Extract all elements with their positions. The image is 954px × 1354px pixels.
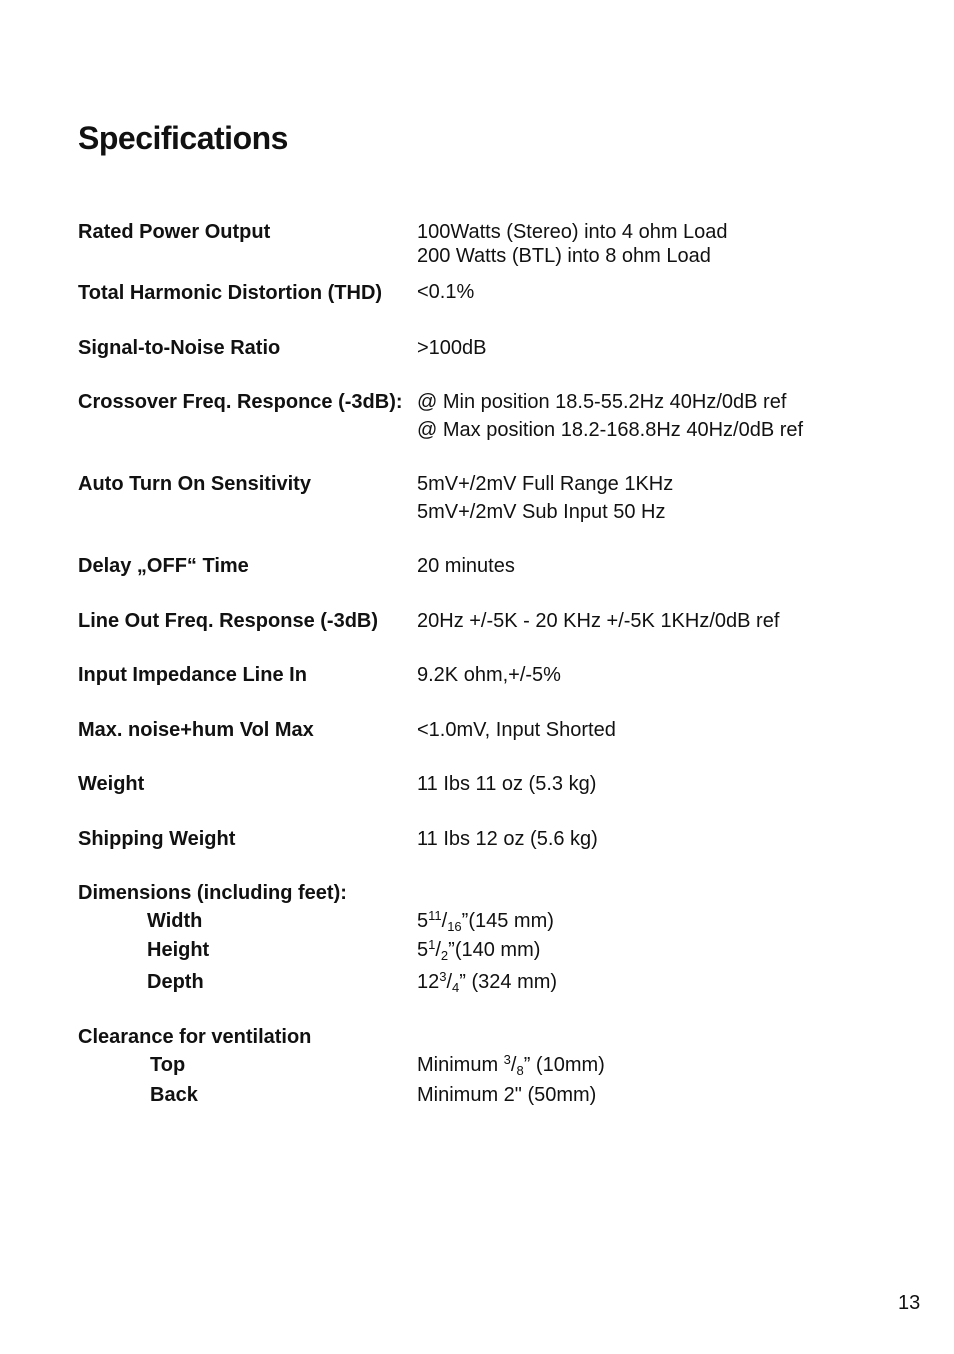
page-title: Specifications	[78, 120, 288, 156]
dimensions-label: Dimensions (including feet):	[78, 882, 347, 904]
weight-value: 11 Ibs 11 oz (5.3 kg)	[417, 773, 597, 795]
crossover-label: Crossover Freq. Responce (-3dB):	[78, 391, 403, 413]
noise-hum-label: Max. noise+hum Vol Max	[78, 719, 314, 741]
clearance-top-label: Top	[150, 1054, 186, 1076]
dimension-height-label: Height	[147, 939, 210, 961]
noise-hum-value: <1.0mV, Input Shorted	[417, 719, 616, 741]
width-numerator: 11	[428, 908, 442, 923]
depth-numerator: 3	[439, 969, 447, 984]
height-numerator: 1	[428, 937, 436, 952]
clearance-top-rest: ” (10mm)	[523, 1054, 605, 1076]
dimension-depth-value: $12^3/_4$” (324 mm)	[417, 969, 558, 995]
crossover-value-max: @ Max position 18.2-168.8Hz 40Hz/0dB ref	[417, 419, 804, 441]
thd-label: Total Harmonic Distortion (THD)	[78, 282, 383, 304]
rated-power-value-btl: 200 Watts (BTL) into 8 ohm Load	[417, 245, 711, 267]
crossover-value-min: @ Min position 18.5-55.2Hz 40Hz/0dB ref	[417, 391, 787, 413]
auto-turn-on-label: Auto Turn On Sensitivity	[78, 473, 311, 495]
width-denominator: 16	[447, 919, 462, 934]
auto-turn-on-value-sub: 5mV+/2mV Sub Input 50 Hz	[417, 501, 666, 523]
clearance-back-label: Back	[150, 1084, 198, 1106]
clearance-top-numerator: 3	[503, 1052, 511, 1067]
snr-label: Signal-to-Noise Ratio	[78, 337, 281, 359]
height-whole: 5	[417, 939, 429, 961]
input-impedance-value: 9.2K ohm,+/-5%	[417, 664, 561, 686]
dimension-width-value: $5^{11}/_{16}”(145$ mm)	[417, 908, 554, 934]
clearance-label: Clearance for ventilation	[78, 1026, 312, 1048]
clearance-back-value: Minimum 2" (50mm)	[417, 1084, 597, 1106]
auto-turn-on-value-full: 5mV+/2mV Full Range 1KHz	[417, 473, 674, 495]
depth-denominator: 4	[452, 980, 460, 995]
delay-off-value: 20 minutes	[417, 555, 515, 577]
snr-value: >100dB	[417, 337, 487, 359]
clearance-top-value: Minimum $^3/_8$” (10mm)	[417, 1052, 605, 1078]
thd-value: <0.1%	[417, 281, 475, 303]
rated-power-value-stereo: 100Watts (Stereo) into 4 ohm Load	[417, 221, 728, 243]
dimension-height-value: $5^1/_2”(140$ mm)	[417, 937, 541, 963]
width-rest: ”(145 mm)	[461, 910, 554, 932]
height-denominator: 2	[440, 948, 449, 963]
shipping-weight-value: 11 Ibs 12 oz (5.6 kg)	[417, 828, 598, 850]
rated-power-label: Rated Power Output	[78, 221, 271, 243]
height-rest: ”(140 mm)	[448, 939, 541, 961]
dimension-depth-label: Depth	[147, 971, 204, 993]
input-impedance-label: Input Impedance Line In	[78, 664, 307, 686]
weight-label: Weight	[78, 773, 145, 795]
delay-off-label: Delay „OFF“ Time	[78, 555, 249, 577]
line-out-value: 20Hz +/-5K - 20 KHz +/-5K 1KHz/0dB ref	[417, 610, 780, 632]
shipping-weight-label: Shipping Weight	[78, 828, 236, 850]
dimension-width-label: Width	[147, 910, 203, 932]
depth-whole: 12	[417, 971, 440, 993]
depth-rest: ” (324 mm)	[459, 971, 558, 993]
clearance-top-prefix: Minimum	[417, 1054, 504, 1076]
width-whole: 5	[417, 910, 429, 932]
page-number: 13	[898, 1292, 921, 1314]
line-out-label: Line Out Freq. Response (-3dB)	[78, 610, 379, 632]
clearance-top-denominator: 8	[516, 1063, 524, 1078]
